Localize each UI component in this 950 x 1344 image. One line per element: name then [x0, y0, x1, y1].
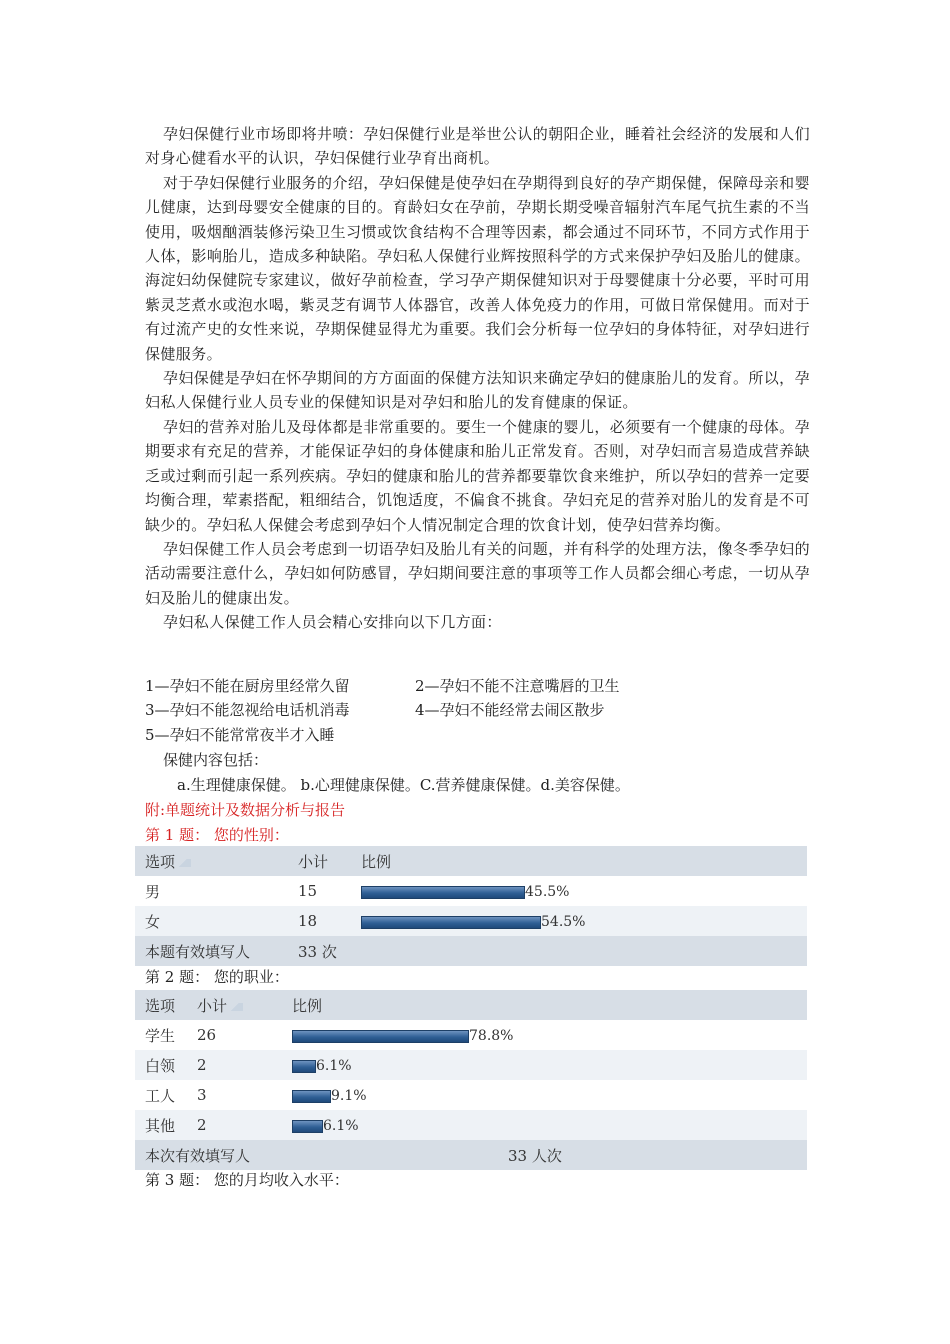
- question-1-table: [135, 846, 807, 966]
- list-item: 1—孕妇不能在厨房里经常久留: [145, 677, 350, 695]
- care-list: [145, 674, 810, 747]
- option-count: 18: [288, 906, 351, 936]
- data-label: 9.1%: [331, 1088, 367, 1104]
- appendix-title: 附:单题统计及数据分析与报告: [145, 801, 346, 819]
- bar: [292, 1120, 323, 1133]
- option-count: 2: [187, 1050, 282, 1080]
- question-2-table: [135, 990, 807, 1170]
- content-label: 保健内容包括：: [163, 751, 269, 769]
- content-items: a.生理健康保健。 b.心理健康保健。C.营养健康保健。d.美容保健。: [177, 776, 630, 794]
- option-count: 15: [298, 882, 318, 900]
- option-count: 3: [197, 1086, 207, 1104]
- option-label: 白领: [135, 1050, 187, 1080]
- bar: [361, 886, 525, 899]
- question-1-title: 第 1 题： 您的性别：: [145, 826, 289, 844]
- option-label: 男: [145, 882, 161, 901]
- option-label: 其他: [135, 1110, 187, 1140]
- data-label: 6.1%: [316, 1058, 352, 1074]
- document-body: [145, 122, 810, 635]
- data-label: 45.5%: [525, 884, 570, 900]
- data-label: 6.1%: [323, 1118, 359, 1134]
- column-header: 选项: [145, 852, 176, 871]
- bar: [292, 1090, 331, 1103]
- data-label: 54.5%: [541, 914, 586, 930]
- bar: [292, 1060, 316, 1073]
- list-item: 5—孕妇不能常常夜半才入睡: [145, 725, 335, 744]
- option-label: 学生: [145, 1026, 176, 1045]
- sort-icon[interactable]: [229, 1003, 243, 1011]
- sort-icon[interactable]: [177, 859, 191, 867]
- list-item: 4—孕妇不能经常去闹区散步: [415, 701, 605, 720]
- paragraph-3: 孕妇保健是孕妇在怀孕期间的方方面面的保健方法知识来确定孕妇的健康胎儿的发育。所以，孕妇私人保健行业人员专业的保健知识是对孕妇和胎儿的发育健康的保证。: [145, 369, 810, 412]
- paragraph-5: 孕妇保健工作人员会考虑到一切语孕妇及胎儿有关的问题，并有科学的处理方法，像冬季孕妇的活动需要注意什么，孕妇如何防感冒，孕妇期间要注意的事项等工作人员都会细心考虑，一切从孕妇及胎儿的健康出发。: [145, 539, 810, 607]
- paragraph-1: 孕妇保健行业市场即将井喷：孕妇保健行业是举世公认的朝阳企业，睡着社会经济的发展和人们对身心健看水平的认识，孕妇保健行业孕育出商机。: [145, 125, 810, 168]
- paragraph-4: 孕妇的营养对胎儿及母体都是非常重要的。要生一个健康的婴儿，必须要有一个健康的母体。孕期要求有充足的营养，才能保证孕妇的身体健康和胎儿正常发育。否则，对孕妇而言易造成营养缺乏或过剩而引起一系列疾病。孕妇的健康和胎儿的营养都要靠饮食来维护，所以孕妇的营养一定要均衡合理，荤素搭配，粗细结合，饥饱适度，不偏食不挑食。孕妇充足的营养对胎儿的发育是不可缺少的。孕妇私人保健会考虑到孕妇个人情况制定合理的饮食计划，使孕妇营养均衡。: [145, 417, 810, 534]
- option-label: 女: [135, 906, 288, 936]
- option-count: 26: [197, 1026, 217, 1044]
- footer-label: 本次有效填写人: [135, 1140, 282, 1170]
- column-header: 比例: [351, 846, 807, 876]
- list-item: 2—孕妇不能不注意嘴唇的卫生: [415, 677, 620, 695]
- question-2-title: 第 2 题： 您的职业：: [145, 968, 289, 986]
- paragraph-6: 孕妇私人保健工作人员会精心安排向以下几方面：: [163, 613, 502, 632]
- data-label: 78.8%: [469, 1028, 514, 1044]
- footer-label: 本题有效填写人: [135, 936, 288, 966]
- column-header: 选项: [135, 990, 187, 1020]
- footer-value: 33 人次: [282, 1140, 807, 1170]
- footer-value: 33 次: [288, 936, 807, 966]
- paragraph-2: 对于孕妇保健行业服务的介绍，孕妇保健是使孕妇在孕期得到良好的孕产期保健，保障母亲和婴儿健康，达到母婴安全健康的目的。育龄妇女在孕前，孕期长期受噪音辐射汽车尾气抗生素的不当使用，吸烟酗酒装修污染卫生习惯或饮食结构不合理等因素，都会通过不同环节，不同方式作用于人体，影响胎儿，造成多种缺陷。孕妇私人保健行业辉按照科学的方式来保护孕妇及胎儿的健康。海淀妇幼保健院专家建议，做好孕前检查，学习孕产期保健知识对于母婴健康十分必要，平时可用紫灵芝煮水或泡水喝，紫灵芝有调节人体器官，改善人体免疫力的作用，可做日常保健用。而对于有过流产史的女性来说，孕期保健显得尤为重要。我们会分析每一位孕妇的身体特征，对孕妇进行保健服务。: [145, 173, 810, 363]
- column-header: 小计: [288, 846, 351, 876]
- bar: [292, 1030, 469, 1043]
- column-header: 比例: [282, 990, 807, 1020]
- option-count: 2: [187, 1110, 282, 1140]
- column-header: 小计: [197, 996, 228, 1015]
- bar: [361, 916, 541, 929]
- option-label: 工人: [145, 1086, 176, 1105]
- list-item: 3—孕妇不能忽视给电话机消毒: [145, 701, 350, 720]
- question-3-title: 第 3 题： 您的月均收入水平：: [145, 1171, 349, 1189]
